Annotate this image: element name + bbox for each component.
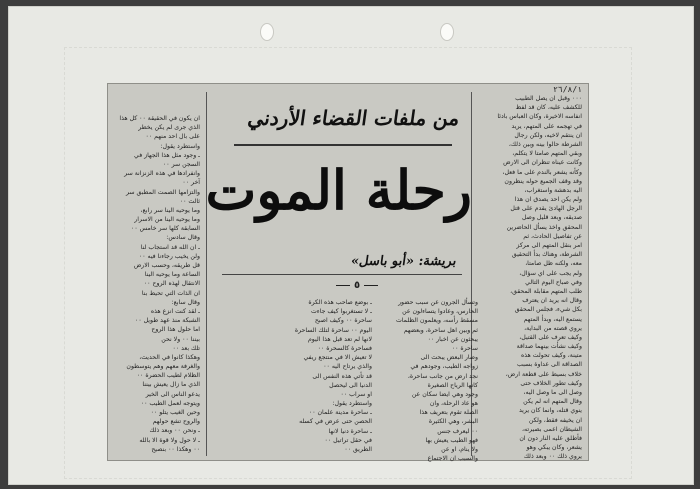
text-line: وكيف تعرف على القتيل،: [519, 333, 582, 341]
text-line: وكيف تطور الخلاف حتى: [520, 379, 582, 387]
text-line: ـ ساحرة مدينة علمان ٠٠: [308, 409, 372, 417]
text-line: معه، ولكنه ظل صامتا،: [525, 260, 582, 268]
text-line: واستطرد يقول:: [332, 400, 372, 408]
middle-text-column: [258, 298, 372, 456]
right-text-column: [478, 94, 582, 461]
text-line: ولم يجب على اي سؤال،: [519, 269, 582, 277]
text-line: نجد ارض من جانب ساحرة،: [407, 372, 478, 380]
center-text-column: [378, 298, 478, 463]
text-line: ـ ان الله قد استجاب لنا: [140, 243, 200, 251]
text-line: خلاف بسيط على قطعة ارض،: [505, 370, 582, 378]
article-header: [205, 92, 472, 292]
text-line: ان يكون في الحقيقة ٠٠ كل هذا: [119, 115, 200, 122]
text-line: صديقه، وبعد قليل وصل: [522, 214, 582, 222]
text-line: ـ ساحرة دنيا لانها: [328, 427, 372, 435]
text-line: الشبكة منذ عهد طويل ٠٠: [135, 317, 200, 325]
text-line: او سراب ٠٠: [340, 390, 372, 398]
text-line: للكشف عليه، كان قد لفظ: [515, 104, 582, 112]
text-line: لا تعيش الا في منتجع ريفي: [303, 354, 372, 362]
text-line: قد تأتي هذه النفس الى: [312, 372, 372, 380]
text-line: ينوي قتله، وانما كان يريد: [518, 407, 582, 415]
text-line: يدعو الناس الى الخير: [145, 390, 200, 398]
text-line: فأطلق عليه النار دون ان: [519, 434, 582, 442]
text-line: عن تفاصيل الحادث، ثم: [523, 232, 582, 240]
chapter-number: [332, 280, 382, 291]
text-line: البشر، وهي الكثيرة: [428, 418, 478, 426]
text-line: الصلة تقوم بتعريف هذا: [419, 409, 478, 417]
text-line: وانفرادها في هذه الزنزانة سر: [124, 170, 200, 178]
text-line: السابقة كلها سر خامس ٠٠: [131, 225, 200, 233]
byline-rule: [222, 274, 462, 275]
text-line: وكانت عيناه تنظران الى الارض: [503, 159, 582, 167]
text-line: الصداقة الى عداوة بسبب: [517, 361, 582, 369]
text-line: يروي قصته من البداية،: [524, 324, 582, 332]
column-divider-left: [206, 92, 207, 456]
text-line: ـ بوضع صاحب هذه الكرة: [308, 299, 372, 306]
text-line: فهو الطيب يعيش بها: [425, 436, 478, 444]
text-line: وما يوحيه الينا سر رابع،: [140, 206, 200, 214]
text-line: قل طريقه، وحسب الارض: [133, 262, 200, 269]
text-line: اليوم ٠٠ ساحرة لتلك الساحرة: [294, 326, 372, 334]
text-line: ـ ونحن ٠٠ وبعد ذلك: [149, 427, 200, 435]
text-line: متينة، وكيف تحولت هذه: [521, 352, 582, 360]
text-line: لانها لم تعد قبل هذا اليوم: [307, 335, 372, 343]
text-line: وتسأل الجرون عن سبب حضور: [398, 299, 478, 306]
text-line: في حقل تراتيل ٠٠: [324, 436, 372, 444]
text-line: تلك بعد ٠٠: [172, 344, 200, 352]
text-line: بكل شيء، فجلس المحقق: [514, 306, 582, 314]
text-line: انفاسه الاخيرة، وكان العباس بادئا: [497, 113, 582, 121]
text-line: على بال احد منهم ٠٠: [145, 133, 200, 141]
text-line: الشرطة، وهناك بدأ التحقيق: [511, 251, 582, 259]
text-line: الحصن حتى عرض في كسله: [299, 418, 372, 426]
text-line: ثم وبين اهل ساحرة، وبعضهم: [403, 326, 478, 334]
chapter-number-text: ٥: [354, 280, 361, 291]
clipping-date: ٢٦/٨/١: [553, 85, 582, 94]
text-line: ٠٠ ليعرف جنس: [437, 427, 478, 435]
series-kicker: من ملفات القضاء الأردني: [246, 106, 462, 130]
text-line: ساحرة ٠٠: [451, 344, 478, 352]
text-line: وكيف نشأت بينهما صداقة: [516, 343, 582, 351]
text-line: ـ لا حول ولا قوة الا بالله: [139, 436, 200, 444]
text-line: اليه بدهشة واستغراب،: [524, 186, 582, 194]
text-line: الدنيا الى ليحصل: [329, 381, 372, 389]
text-line: المحقق واخذ يسأل الحاضرين: [506, 223, 582, 231]
text-line: زواجه الطيب، وجودهم في: [410, 363, 478, 371]
left-text-column: [114, 114, 200, 456]
text-line: يبحثون عن اخبار ٠٠: [427, 335, 478, 343]
text-line: ساحرة ٠٠ وكيف اصبح: [314, 317, 372, 325]
text-line: وصار البعض يبحث الى: [420, 354, 478, 362]
text-line: ٠٠٠ وقبل ان يصل الطبيب: [515, 95, 582, 102]
text-line: الرجل الهادئ يقدم على قتل: [510, 205, 582, 213]
text-line: الساعة وما يوحيه الينا: [144, 271, 200, 279]
text-line: الذي ما زال يعيش بيننا: [142, 381, 200, 389]
text-line: والذي يرتاح اليه ٠٠: [323, 363, 372, 371]
text-line: كانها الرياح الصغيرة: [427, 381, 478, 389]
kicker-underline: [234, 144, 452, 146]
text-line: ان الذات التي تحيط بنا: [141, 289, 200, 297]
text-line: يستمع اليه، وبدأ المتهم: [523, 315, 582, 323]
illustrator-byline: بريشة: «أبو باسل»: [349, 254, 458, 269]
text-line: وقد وقف الجميع حوله ينظرون: [504, 177, 582, 185]
text-line: وقال سادس:: [166, 234, 200, 242]
text-line: وقال سابع:: [171, 298, 200, 306]
text-line: الانتقال لهذه الروح ٠٠: [143, 280, 200, 288]
text-line: واستطرد يقول:: [160, 142, 200, 150]
text-line: ـ لا تستغربوا كيف جاءت: [310, 308, 372, 316]
text-line: مسقط رأسه، ويعلمون الظلمات: [395, 317, 478, 325]
text-line: وفي صباح اليوم التالي: [525, 278, 582, 286]
text-line: وكأنه يشعر بالندم على ما فعل،: [502, 168, 582, 176]
text-line: والتزامها الصمت المطبق سر: [125, 188, 200, 196]
text-line: امر بنقل المتهم الى مركز: [516, 242, 582, 249]
text-line: هو عاد الرحلة، وان: [429, 400, 478, 408]
text-line: ولم يكن احد يصدق ان هذا: [514, 196, 582, 204]
text-line: ٠٠ وهكذا ٠٠ بنصيح: [151, 445, 200, 453]
text-line: الطريق ٠٠: [344, 446, 372, 453]
text-line: في تهجمه على المتهم، يريد: [511, 122, 582, 130]
text-line: وحين الغيب يتلو ٠٠: [150, 409, 200, 416]
text-line: الحارس، وعادوا يتساءلون عن: [402, 308, 478, 316]
punch-hole-left: [260, 23, 274, 41]
text-line: يشعر، وكان يبكي وهو: [526, 444, 582, 452]
text-line: ولن يخيب رجاءنا فيه ٠٠: [138, 252, 200, 260]
text-line: وقال المتهم انه لم يكن: [523, 398, 582, 406]
text-line: وجود وهي ايضا سكان عن: [411, 390, 478, 398]
text-line: والغرفة معهم وهم يتوسطون: [126, 363, 200, 371]
text-line: ـ لقد كنت انزع هذه: [150, 307, 200, 315]
text-line: اما حلول هذا الروح: [151, 326, 200, 334]
text-line: ان يخيفه فقط، ولكن: [528, 416, 582, 424]
newspaper-clipping: [108, 84, 588, 463]
text-line: الظلام لطيب الحضرة ٠٠: [136, 372, 200, 380]
text-line: وبقي المتهم صامتا لا يتكلم،: [512, 150, 582, 158]
text-line: ان ينتقم لاخيه، ولكن رجال: [514, 131, 582, 139]
text-line: ـ وجود مثل هذا الجهاز في: [134, 151, 200, 159]
text-line: والسبب ان الاجتماع: [427, 455, 478, 463]
text-line: فساحرة كالسحرة ٠٠: [317, 344, 372, 352]
text-line: طلب المتهم مقابلة المحقق،: [510, 287, 582, 295]
text-line: الذي جرى لم يكن يخطر: [138, 124, 200, 132]
text-line: والروح تشع حولهم: [152, 418, 200, 426]
text-line: ويتوجه لعمل الطيب ٠٠: [140, 399, 200, 407]
text-line: يروي ذلك ٠٠ وبعد ذلك: [523, 453, 582, 461]
text-line: آخر ٠٠: [182, 179, 200, 187]
text-line: وما يوحيه الينا من الاسرار: [134, 216, 200, 224]
text-line: وهكذا كانوا في الحديث،: [139, 353, 200, 361]
text-line: الشرطة حالوا بينه وبين ذلك،: [508, 140, 582, 148]
text-line: وقال انه يريد ان يعترف: [522, 297, 582, 305]
text-line: ثالث ٠٠: [179, 197, 200, 205]
text-line: بيننا ٠٠ ولا نحن: [161, 335, 200, 343]
text-line: الشيطان اعمى بصيرته،: [522, 425, 582, 433]
punch-hole-right: [440, 23, 454, 41]
text-line: السجن سر ٠٠: [162, 160, 200, 168]
text-line: ولا ينام، او عن: [441, 446, 478, 453]
article-title: رحلة الموت: [205, 158, 472, 222]
text-line: وصل الى ما وصل اليه،: [523, 389, 582, 396]
